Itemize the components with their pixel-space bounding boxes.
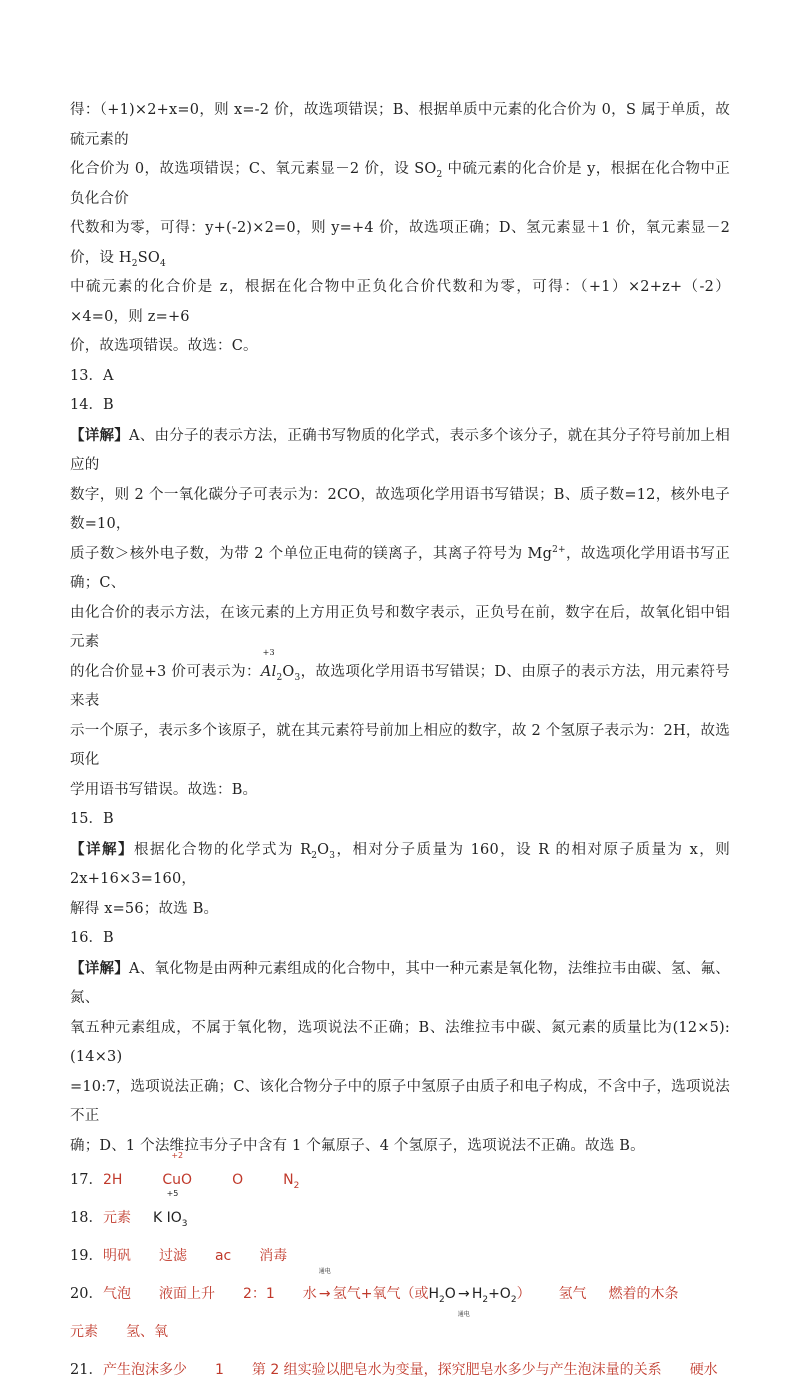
q20-o2-subscript: 2 (510, 1294, 517, 1305)
q17-answer-1: 2H (102, 1172, 123, 1188)
q12-h2-subscript: 2 (131, 258, 138, 269)
q15-answer: 15．B (70, 811, 114, 827)
q17-cu-valence: +2 (171, 1151, 184, 1160)
q16-line-3: =10:7，选项说法正确；C、该化合物分子中的原子中氢原子由质子和电子构成，不含中子，选项说法不正 (70, 1078, 730, 1124)
q17-n-symbol: N (283, 1172, 294, 1188)
q20-answer-4 (302, 1268, 531, 1318)
q19-answer-1: 明矾 (102, 1248, 131, 1264)
q18-number: 18． (70, 1210, 103, 1226)
q14-mg-charge: 2+ (552, 544, 566, 555)
q13-answer: 13．A (70, 367, 114, 384)
q14-al-symbol: Al (260, 663, 277, 680)
q17-answer-3: O (232, 1172, 244, 1188)
q14-line-5-cont: ，故选项化学用语书写错误；D、由原子的表示方法，用元素符号来表 (70, 663, 730, 709)
q18-o-subscript: 3 (181, 1218, 188, 1229)
q18-row (70, 1189, 730, 1237)
q16-answer: 16．B (70, 930, 114, 946)
q14-al-valence: +3 (262, 647, 275, 657)
q16-line-4: 确；D、1 个法维拉韦分子中含有 1 个氟原子、4 个氢原子，选项说法不正确。故选 B。 (70, 1137, 645, 1154)
q20-o-symbol: O (444, 1286, 456, 1302)
q12-line-4: 中硫元素的化合价是 z，根据在化合物中正负化合价代数和为零，可得：（+1）×2+z+（-2）×4=0，则 z=+6 (70, 279, 730, 325)
q20-reaction-arrow-2: → 通电 (457, 1286, 470, 1318)
q19-number: 19． (70, 1248, 103, 1264)
q20-word-equation: 氢气+氧气（或 (332, 1286, 429, 1302)
q20-h2o-subscript: 2 (439, 1294, 445, 1305)
q15-o-symbol: O (317, 841, 330, 858)
q19-row (70, 1237, 730, 1275)
q15-explanation (70, 835, 730, 925)
q18-k-symbol: K (152, 1210, 163, 1226)
q18-answer-1: 元素 (102, 1210, 131, 1226)
q14-explanation (70, 421, 730, 806)
q16-line-1: A、氧化物是由两种元素组成的化合物中，其中一种元素是氧化物，法维拉韦由碳、氢、氟、氮、 (70, 960, 730, 1006)
q20-reaction-arrow-1: 通电 → (318, 1268, 331, 1302)
q14-line-4: 由化合价的表示方法，在该元素的上方用正负号和数字表示，正负号在前，数字在后，故氧化铝中铝元素 (70, 604, 730, 650)
q19-answer-3: ac (214, 1248, 232, 1264)
q14-line-7: 学用语书写错误。故选：B。 (70, 781, 258, 798)
q20-h2-subscript: 2 (482, 1294, 489, 1305)
q21-number: 21． (70, 1362, 103, 1378)
q14-line-2: 数字，则 2 个一氧化碳分子可表示为：2CO，故选项化学用语书写错误；B、质子数=12，核外电子数=10， (70, 486, 730, 532)
q18-answer-2 (152, 1189, 188, 1237)
q15-line-1-cont: ，相对分子质量为 160，设 R 的相对原子质量为 x，则 2x+16×3=160， (70, 841, 730, 887)
q15-o-subscript: 3 (329, 850, 336, 861)
q12-line-2: 化合价为 0，故选项错误；C、氧元素显－2 价，设 SO (70, 161, 437, 177)
q21-row (70, 1351, 730, 1389)
q20-number: 20． (70, 1286, 103, 1302)
q12-line-5: 价，故选项错误。故选：C。 (70, 338, 258, 354)
q15-r-subscript: 2 (311, 850, 318, 861)
q16-line-2: 氧五种元素组成，不属于氧化物，选项说法不正确；B、法维拉韦中碳、氮元素的质量比为(12×5):(14×3) (70, 1019, 730, 1065)
q17-n-subscript: 2 (293, 1180, 300, 1191)
q20-h2-symbol: H (471, 1286, 483, 1302)
q14-line-3: 质子数＞核外电子数，为带 2 个单位正电荷的镁离子，其离子符号为 Mg (70, 545, 553, 562)
q18-i-valence: +5 (166, 1189, 179, 1198)
q12-so-text: SO (137, 249, 160, 266)
answer-page (70, 96, 730, 1389)
q14-detail-tag: 【详解】 (70, 426, 130, 444)
q12-o4-subscript: 4 (159, 258, 166, 269)
q18-o-symbol: O (170, 1210, 182, 1226)
q18-i-symbol: I (166, 1210, 171, 1226)
q19-answer-2: 过滤 (158, 1248, 187, 1264)
q20-formula-equation (428, 1286, 517, 1318)
q21-answer-3: 第 2 组实验以肥皂水为变量，探究肥皂水多少与产生泡沫量的关系 (251, 1362, 662, 1378)
q17-answer-4 (283, 1161, 299, 1199)
q21-answer-4: 硬水 (689, 1362, 718, 1378)
q20-close-paren: ） (516, 1286, 531, 1302)
q20-water-text: 水 (302, 1286, 317, 1302)
q14-line-1: A、由分子的表示方法，正确书写物质的化学式，表示多个该分子，就在其分子符号前加上相应的 (70, 427, 730, 473)
q14-line-6: 示一个原子，表示多个该原子，就在其元素符号前加上相应的数字，故 2 个氢原子表示为：2H，故选项化 (70, 722, 730, 768)
q14-line-3-cont: ，故选项化学用语书写正确；C、 (70, 545, 730, 591)
q20-row-2 (70, 1313, 730, 1351)
q12-explanation (70, 96, 730, 362)
q20-answer-3: 2：1 (242, 1286, 275, 1302)
q20-answer-6: 燃着的木条 (608, 1286, 679, 1302)
q17-cuo-text: CuO (162, 1172, 193, 1188)
q21-answer-1: 产生泡沫多少 (102, 1362, 187, 1378)
q15-detail-tag: 【详解】 (70, 840, 134, 858)
q14-al2o3-formula (260, 647, 277, 688)
q14-line-5: 的化合价显+3 价可表示为： (70, 663, 261, 680)
q20-arrow-2-label: 通电 (457, 1311, 470, 1318)
q19-answer-4: 消毒 (259, 1248, 288, 1264)
q12-so2-subscript: 2 (436, 169, 443, 180)
q17-number: 17． (70, 1172, 103, 1188)
q20-answer-5: 氢气 (558, 1286, 587, 1302)
q14-o-subscript: 3 (294, 672, 301, 683)
q14-o-symbol: O (282, 663, 295, 680)
q12-line-2-cont: 中硫元素的化合价是 y，根据在化合物中正负化合价 (70, 161, 731, 207)
q12-line-1: 得：（+1)×2+x=0，则 x=-2 价，故选项错误；B、根据单质中元素的化合价为 0，S 属于单质，故硫元素的 (70, 102, 730, 148)
q20-row (70, 1268, 730, 1318)
q20-answer-1: 气泡 (102, 1286, 131, 1302)
q14-al-subscript: 2 (276, 672, 283, 683)
q16-detail-tag: 【详解】 (70, 959, 130, 977)
q20-answer-8: 氢、氧 (126, 1324, 168, 1340)
q20-o2-symbol: +O (488, 1286, 511, 1302)
q14-answer: 14．B (70, 397, 114, 413)
q15-line-1: 根据化合物的化学式为 R (134, 841, 312, 858)
q15-line-2: 解得 x=56；故选 B。 (70, 900, 219, 917)
q20-h-symbol: H (428, 1286, 440, 1302)
q20-arrow-1-label: 通电 (318, 1268, 331, 1275)
q20-answer-7: 元素 (70, 1324, 98, 1340)
q20-answer-2: 液面上升 (158, 1286, 215, 1302)
q21-answer-2: 1 (214, 1362, 224, 1378)
q12-line-3: 代数和为零，可得：y+(-2)×2=0，则 y=+4 价，故选项正确；D、氢元素显＋1 价，氧元素显－2 价，设 H (70, 220, 730, 266)
q16-explanation (70, 954, 730, 1162)
